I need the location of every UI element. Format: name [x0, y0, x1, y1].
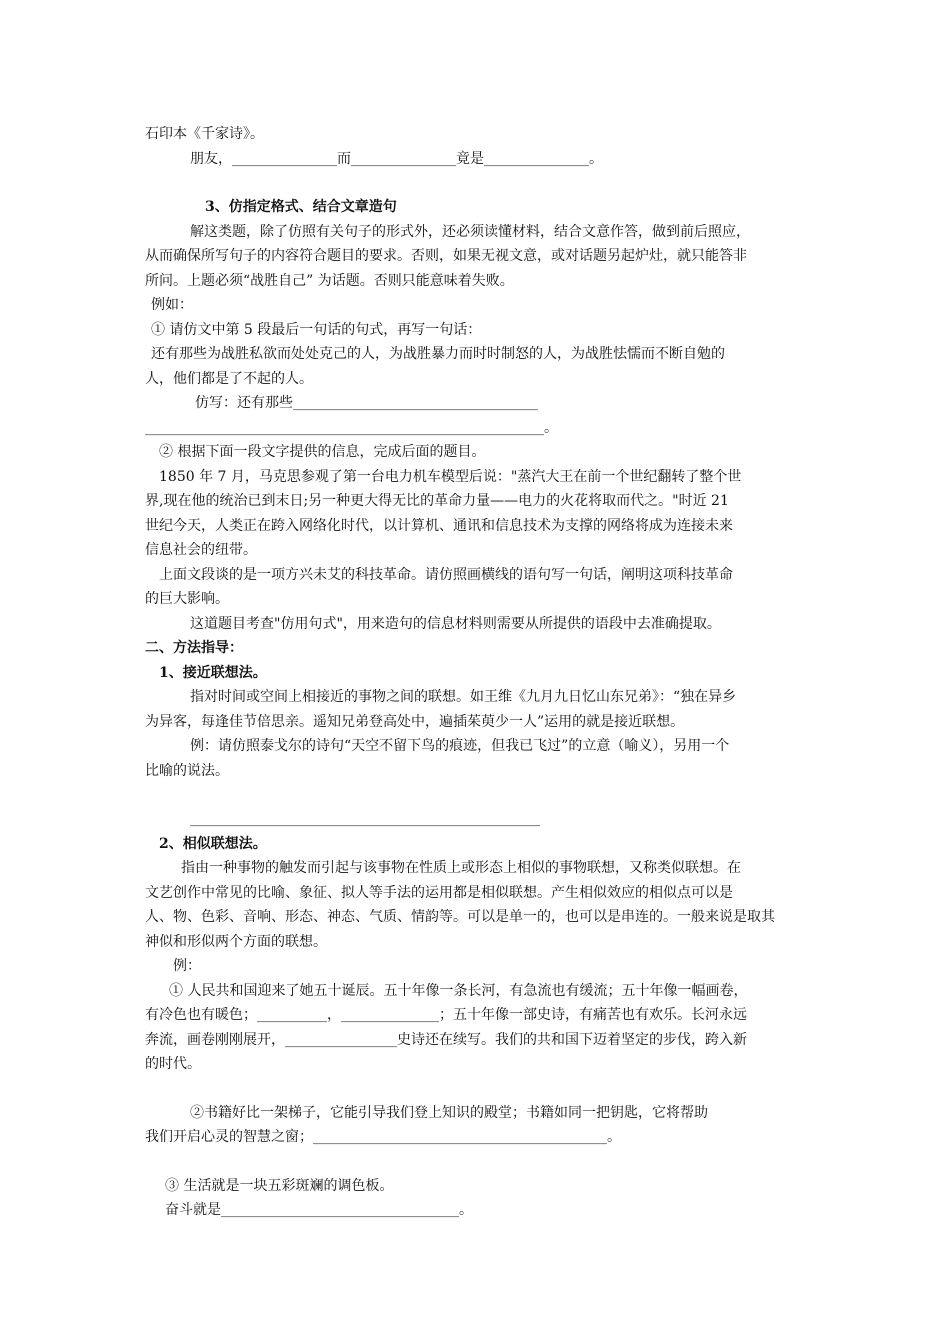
blank-line — [145, 171, 813, 195]
text-line: 这道题目考查"仿用句式"，用来造句的信息材料则需要从所提供的语段中去准确提取。 — [190, 615, 721, 632]
text-line: ③ 生活就是一块五彩斑斓的调色板。 — [165, 1177, 394, 1194]
blank-line — [145, 1150, 813, 1174]
document-body — [145, 122, 813, 1223]
text-line: 朋友，_______________而_______________竟是_______________。 — [190, 150, 603, 167]
text-line: 例如： — [151, 297, 193, 313]
text-line: 奔流，画卷刚刚展开，________________史诗还在续写。我们的共和国下迈着坚定的步伐，跨入新 — [145, 1031, 747, 1048]
text-line: ① 人民共和国迎来了她五十诞辰。五十年像一条长河，有急流也有缓流；五十年像一幅画卷， — [169, 982, 748, 999]
text-line: 3、仿指定格式、结合文章造句 — [205, 199, 397, 215]
text-line: 所问。上题必须“战胜自己” 为话题。否则只能意味着失败。 — [145, 272, 514, 289]
text-line: ① 请仿文中第 5 段最后一句话的句式，再写一句话： — [151, 321, 482, 338]
text-line: 信息社会的纽带。 — [145, 542, 257, 558]
text-line: __________________________________________________ — [190, 811, 540, 827]
text-line: 还有那些为战胜私欲而处处克己的人，为战胜暴力而时时制怒的人，为战胜怯懦而不断自勉的 — [151, 346, 725, 362]
text-line: 1、接近联想法。 — [159, 664, 267, 681]
text-line: 指对时间或空间上相接近的事物之间的联想。如王维《九月九日忆山东兄弟》：“独在异乡 — [190, 689, 737, 705]
text-line: 2、相似联想法。 — [159, 835, 267, 852]
text-line: ②书籍好比一架梯子，它能引导我们登上知识的殿堂；书籍如同一把钥匙，它将帮助 — [190, 1104, 708, 1121]
text-line: 石印本《千家诗》。 — [145, 126, 264, 142]
blank-line — [145, 783, 813, 807]
text-line: 比喻的说法。 — [145, 762, 229, 779]
text-line: 为异客，每逢佳节倍思亲。遥知兄弟登高处中，遍插茱萸少一人”运用的就是接近联想。 — [145, 713, 685, 730]
text-line: 人、物、色彩、音响、形态、神态、气质、情韵等。可以是单一的，也可以是串连的。一般来说是取其 — [145, 909, 775, 925]
text-line: 世纪今天，人类正在跨入网络化时代，以计算机、通讯和信息技术为支撑的网络将成为连接未来 — [145, 517, 733, 534]
text-line: 指由一种事物的触发而引起与该事物在性质上或形态上相似的事物联想，又称类似联想。在 — [181, 860, 741, 876]
text-line: 从而确保所写句子的内容符合题目的要求。否则，如果无视文意，或对话题另起炉灶，就只能答非 — [145, 248, 747, 264]
text-line: 例： — [173, 958, 201, 974]
text-line: 例：请仿照泰戈尔的诗句“天空不留下鸟的痕迹，但我已飞过”的立意（喻义），另用一个 — [190, 738, 730, 754]
text-line: ② 根据下面一段文字提供的信息，完成后面的题目。 — [159, 444, 486, 460]
text-line: 的时代。 — [145, 1056, 201, 1072]
text-line: 界,现在他的统治已到末日;另一种更大得无比的革命力量——电力的火花将取而代之。"时近 21 — [145, 493, 729, 509]
text-line: 人，他们都是了不起的人。 — [145, 370, 313, 387]
text-line: 有冷色也有暖色；__________，______________；五十年像一部史诗，有痛苦也有欢乐。长河永远 — [145, 1007, 747, 1023]
blank-line — [145, 1077, 813, 1101]
text-line: 的巨大影响。 — [145, 591, 229, 607]
text-line: 二、方法指导： — [145, 640, 243, 656]
text-line: 1850 年 7 月，马克思参观了第一台电力机车模型后说："蒸汽大王在前一个世纪翻转了整个世 — [159, 468, 742, 485]
text-line: 上面文段谈的是一项方兴未艾的科技革命。请仿照画横线的语句写一句话，阐明这项科技革命 — [159, 566, 733, 583]
text-line: 解这类题，除了仿照有关句子的形式外，还必须读懂材料，结合文意作答，做到前后照应， — [190, 223, 750, 240]
text-line: 奋斗就是__________________________________。 — [165, 1202, 473, 1218]
text-line: 文艺创作中常见的比喻、象征、拟人等手法的运用都是相似联想。产生相似效应的相似点可以是 — [145, 884, 733, 901]
text-line: _________________________________________________________。 — [145, 419, 558, 436]
text-line: 我们开启心灵的智慧之窗；__________________________________________。 — [145, 1129, 621, 1145]
text-line: 神似和形似两个方面的联想。 — [145, 933, 327, 950]
text-line: 仿写：还有那些___________________________________ — [195, 395, 538, 411]
